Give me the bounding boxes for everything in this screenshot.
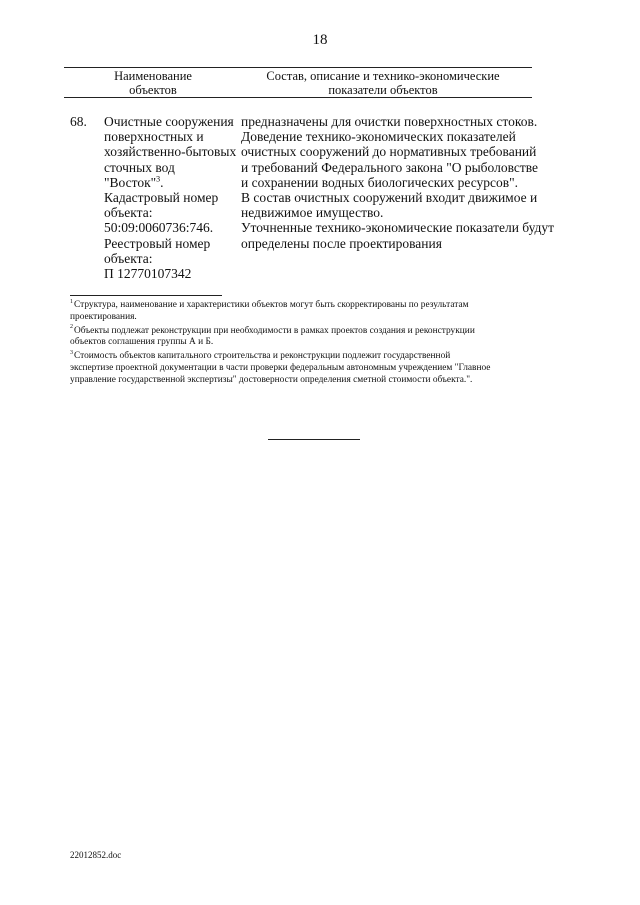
object-name-cell	[104, 114, 237, 282]
table-header-bottom-rule	[64, 97, 532, 98]
footnote-mark: 2	[70, 324, 73, 331]
page-number: 18	[312, 32, 328, 48]
footnote-line: проектирования.	[70, 311, 137, 322]
footnote-line: объектов соглашения группы А и Б.	[70, 337, 214, 348]
object-name-line: поверхностных и	[104, 129, 204, 145]
registry-line: объекта:	[104, 250, 153, 266]
header-col2-line: показатели объектов	[328, 83, 438, 97]
footnote-1	[70, 300, 560, 324]
description-line: и сохранении водных биологических ресурсов".	[241, 174, 519, 190]
table-header-col1	[92, 69, 214, 97]
footnote-ref: 3	[156, 174, 161, 184]
object-name-line: Очистные сооружения	[104, 114, 234, 129]
description-line: определены после проектирования	[241, 235, 442, 251]
footnote-text: Объекты подлежат реконструкции при необходимости в рамках проектов создания и реконструкции	[74, 325, 475, 336]
footnote-text: Стоимость объектов капитального строительства и реконструкции подлежит государственной	[74, 351, 451, 362]
registry-number: П 12770107342	[104, 266, 192, 282]
footnote-line	[70, 300, 560, 312]
footnote-text: Структура, наименование и характеристики объектов могут быть скорректированы по результатам	[74, 300, 469, 310]
header-col1-line: объектов	[129, 83, 177, 97]
description-line: и требований Федерального закона "О рыболовстве	[241, 159, 539, 175]
row-number: 68.	[70, 114, 87, 129]
header-col2-line: Состав, описание и технико-экономические	[266, 69, 500, 83]
footnotes	[70, 300, 560, 389]
footnote-3	[70, 351, 560, 386]
table-header-top-rule	[64, 67, 532, 68]
object-name-quoted-line	[104, 175, 228, 190]
description-line: Уточненные технико-экономические показатели будут	[241, 220, 555, 236]
end-of-document-rule	[268, 439, 360, 440]
footnote-line: управление государственной экспертизы" достоверности определения сметной стоимости объекта.".	[70, 374, 473, 385]
description-line: Доведение технико-экономических показателей	[241, 129, 516, 145]
footnote-2	[70, 326, 560, 350]
footnote-line: экспертизе проектной документации в части проверки федеральным автономным учреждением "Главное	[70, 362, 491, 373]
cadastral-number: 50:09:0060736:746.	[104, 220, 214, 236]
footnote-separator	[70, 295, 222, 296]
description-line: предназначены для очистки поверхностных стоков.	[241, 114, 538, 129]
object-name-line: сточных вод	[104, 159, 175, 175]
description-line: В состав очистных сооружений входит движимое и	[241, 190, 538, 206]
object-name-line: хозяйственно-бытовых	[104, 144, 237, 160]
cadastral-line: Кадастровый номер	[104, 190, 219, 206]
footnote-mark: 3	[70, 350, 73, 357]
object-name-quoted: "Восток"	[104, 174, 157, 190]
cadastral-line: объекта:	[104, 205, 153, 221]
table-header-col2	[238, 69, 528, 97]
object-description-cell	[241, 114, 555, 251]
header-col1-line: Наименование	[114, 69, 192, 83]
description-line: очистных сооружений до нормативных требований	[241, 144, 537, 160]
registry-line: Реестровый номер	[104, 235, 211, 251]
object-name-tail: .	[160, 174, 164, 190]
document-file-id: 22012852.doc	[70, 850, 122, 860]
footnote-line	[70, 326, 560, 338]
footnote-line	[70, 351, 560, 363]
description-line: недвижимое имущество.	[241, 205, 384, 221]
footnote-mark: 1	[70, 298, 73, 305]
